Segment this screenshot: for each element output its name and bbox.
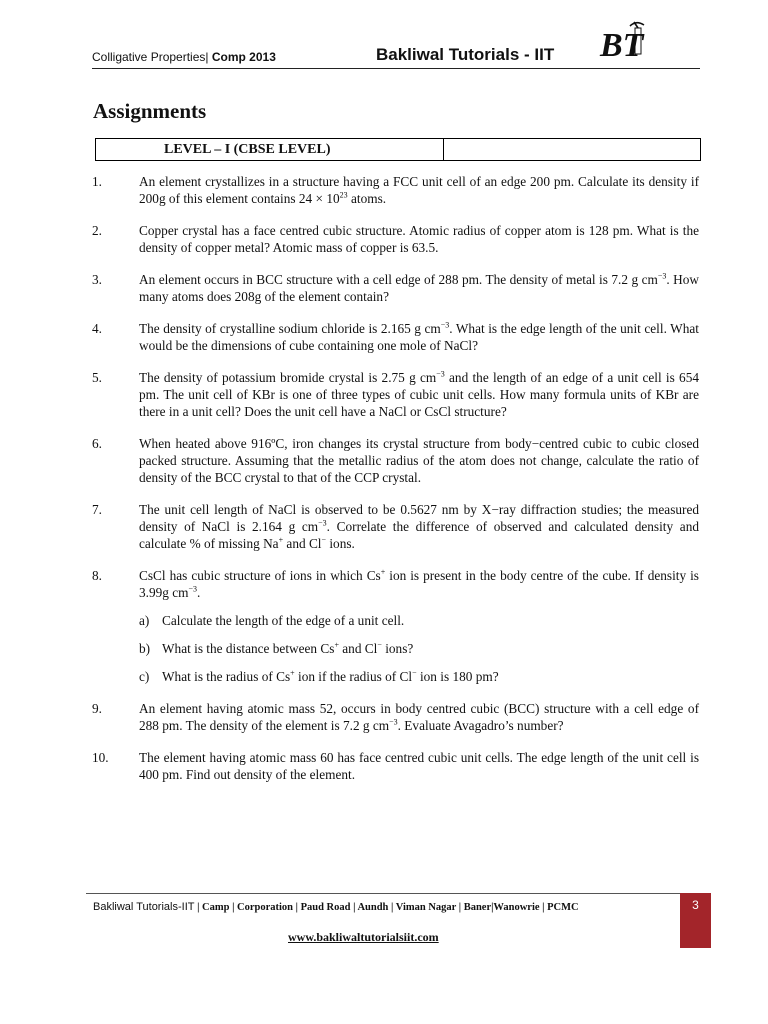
question-item [92, 567, 699, 685]
question-item [92, 320, 699, 354]
question-text: The unit cell length of NaCl is observed to be 0.5627 nm by X−ray diffraction studies; the measured density of NaCl is 2.164 g $cm^{-3}$. Correlate the difference of observed and calculated density and calculate % of missing Na+ and Cl− ions. [139, 502, 699, 551]
question-number: 2. [92, 223, 102, 238]
question-item [92, 749, 699, 783]
sub-question-text: Calculate the length of the edge of a unit cell. [162, 613, 405, 628]
footer-text [93, 900, 653, 915]
question-item [92, 501, 699, 552]
footer-url-link[interactable]: www.bakliwaltutorialsiit.com [288, 930, 439, 944]
question-text: An element crystallizes in a structure having a FCC unit cell of an edge 200 pm. Calculate its density if 200g of this element contains $24 \times 10^{23}$ atoms. [139, 174, 699, 206]
sub-question-text: What is the radius of Cs+ ion if the radius of Cl− ion is 180 pm? [162, 668, 499, 684]
bt-logo [598, 20, 654, 66]
sub-question-label: b) [139, 641, 151, 656]
question-number: 5. [92, 370, 102, 385]
question-text: When heated above 916ºC, iron changes its crystal structure from body−centred cubic to cubic closed packed structure. Assuming that the metallic radius of the atom does not change, calculate the ratio of density of the BCC crystal to that of the CCP crystal. [139, 436, 699, 485]
sub-question-label: a) [139, 613, 150, 628]
question-text: Copper crystal has a face centred cubic structure. Atomic radius of copper atom is 128 pm. What is the density of copper metal? Atomic mass of copper is 63.5. [139, 223, 699, 255]
page-title: Assignments [93, 99, 207, 123]
level-empty-cell [444, 139, 700, 160]
sub-question [139, 612, 699, 629]
question-text: An element having atomic mass 52, occurs in body centred cubic (BCC) structure with a cell edge of 288 pm. The density of the element is 7.2 g $cm^{-3}$. Evaluate Avagadro’s number? [139, 701, 699, 733]
sub-question [139, 668, 699, 685]
question-number: 6. [92, 436, 102, 451]
level-table [95, 138, 701, 161]
question-text: An element occurs in BCC structure with a cell edge of 288 pm. The density of metal is 7.2 g $cm^{-3}$. How many atoms does 208g of the element contain? [139, 271, 699, 304]
question-number: 7. [92, 502, 102, 517]
header-comp: Comp 2013 [208, 50, 276, 64]
question-text: The density of crystalline sodium chloride is 2.165 g $cm^{-3}$. What is the edge length of the unit cell. What would be the dimensions of cube containing one mole of NaCl? [139, 320, 699, 353]
question-item [92, 222, 699, 256]
header-left [92, 50, 276, 64]
sub-question-label: c) [139, 669, 150, 684]
footer-name: Bakliwal Tutorials-IIT [93, 901, 195, 913]
header-title: Bakliwal Tutorials - IIT [376, 45, 555, 64]
question-item [92, 435, 699, 486]
footer-rule [86, 893, 680, 894]
question-list [92, 173, 699, 798]
question-item [92, 369, 699, 420]
sub-question-text: What is the distance between Cs+ and Cl− ions? [162, 640, 414, 656]
header-subject: Colligative Properties| [92, 50, 209, 64]
sub-question [139, 640, 699, 657]
level-label: LEVEL – I (CBSE LEVEL) [96, 139, 444, 160]
question-number: 1. [92, 174, 102, 189]
question-number: 3. [92, 272, 102, 287]
page-number: 3 [680, 893, 711, 948]
question-text: The element having atomic mass 60 has face centred cubic unit cells. The edge length of the unit cell is 400 pm. Find out density of the element. [139, 750, 699, 782]
question-item [92, 173, 699, 207]
question-text: CsCl has cubic structure of ions in which Cs+ ion is present in the body centre of the cube. If density is 3.99g $cm^{-3}$. a) Calculate the length of the edge of a unit cell. b) What is the distance between Cs+ and Cl− ions? c) What is the radius of Cs+ ion if the radius of Cl− ion is 180 pm? [139, 567, 699, 684]
question-number: 9. [92, 701, 102, 716]
question-number: 8. [92, 568, 102, 583]
question-text: The density of potassium bromide crystal is 2.75 g $cm^{-3}$ and the length of an edge of a unit cell is 654 pm. The unit cell of KBr is one of three types of cubic unit cells. How many formula units of KBr are there in a unit cell? Does the unit cell have a NaCl or CsCl structure? [139, 369, 700, 419]
question-item [92, 271, 699, 305]
question-item [92, 700, 699, 734]
question-number: 4. [92, 321, 102, 336]
svg-text:BT: BT [600, 27, 644, 64]
footer-locations: | Camp | Corporation | Paud Road | Aundh | Viman Nagar | Baner|Wanowrie | PCMC [194, 902, 579, 913]
header-rule [92, 68, 700, 69]
question-number: 10. [92, 750, 109, 765]
